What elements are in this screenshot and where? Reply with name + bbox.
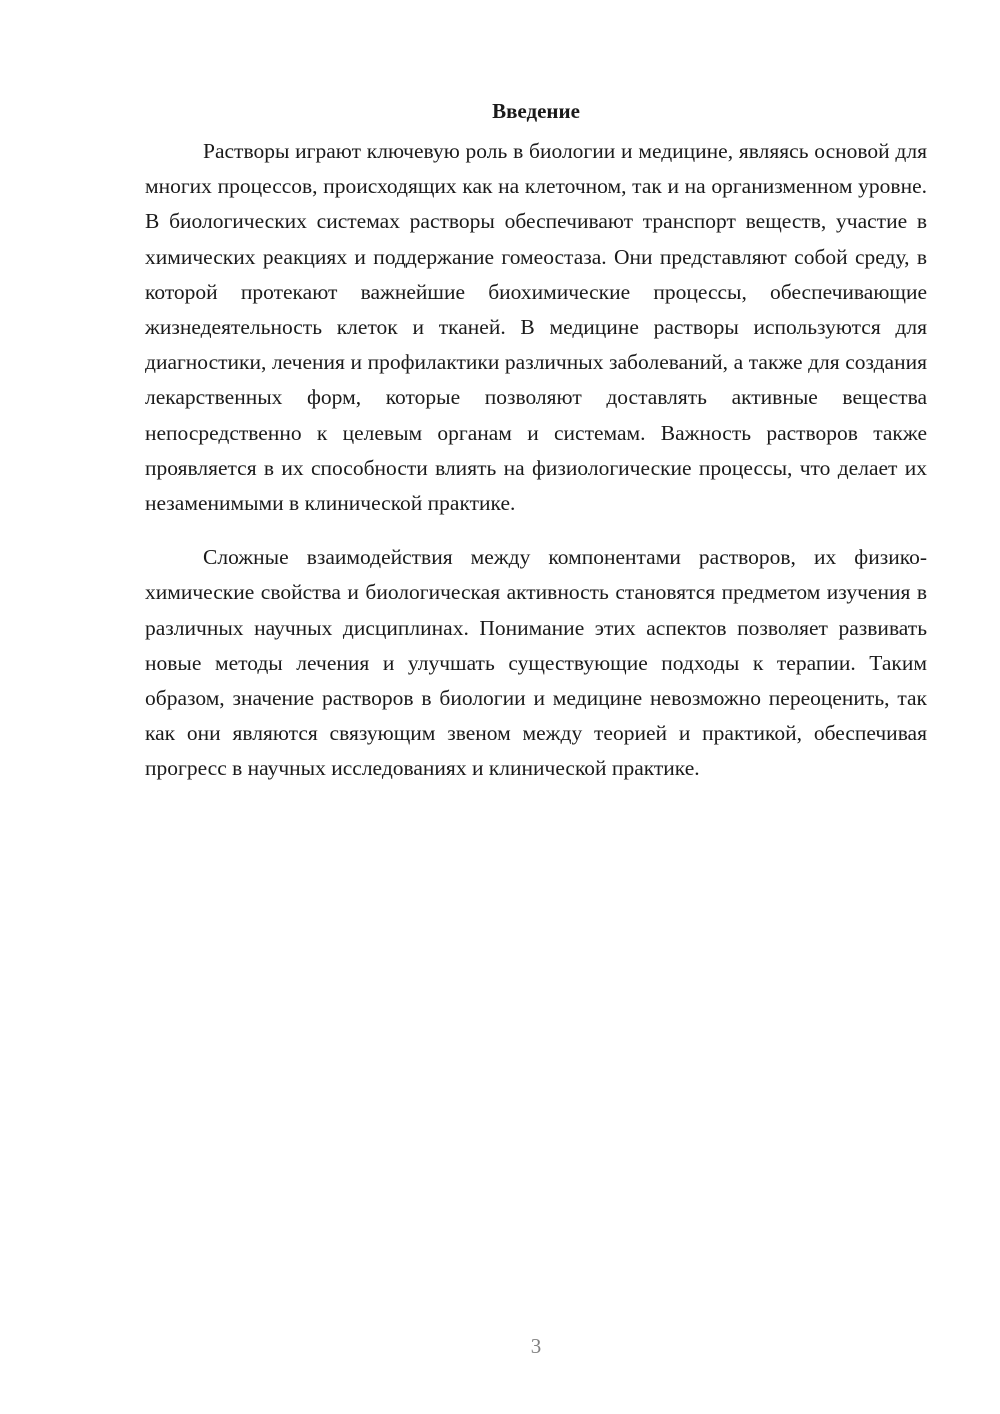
section-title: Введение	[492, 99, 580, 123]
page-number: 3	[530, 1334, 542, 1358]
paragraph-1: Растворы играют ключевую роль в биологии и медицине, являясь основой для многих процессов, происходящих как на клеточном, так и на организменном уровне. В биологических системах растворы обеспечивают транспорт веществ, участие в химических реакциях и поддержание гомеостаза. Они представляют собой среду, в которой протекают важнейшие биохимические процессы, обеспечивающие жизнедеятельность клеток и тканей. В медицине растворы используются для диагностики, лечения и профилактики различных заболеваний, а также для создания лекарственных форм, которые позволяют доставлять активные вещества непосредственно к целевым органам и системам. Важность растворов также проявляется в их способности влиять на физиологические процессы, что делает их незаменимыми в клинической практике.	[145, 139, 927, 516]
page-content	[145, 96, 927, 787]
paragraph-2: Сложные взаимодействия между компонентами растворов, их физико-химические свойства и биологическая активность становятся предметом изучения в различных научных дисциплинах. Понимание этих аспектов позволяет развивать новые методы лечения и улучшать существующие подходы к терапии. Таким образом, значение растворов в биологии и медицине невозможно переоценить, так как они являются связующим звеном между теорией и практикой, обеспечивая прогресс в научных исследованиях и клинической практике.	[145, 545, 927, 781]
